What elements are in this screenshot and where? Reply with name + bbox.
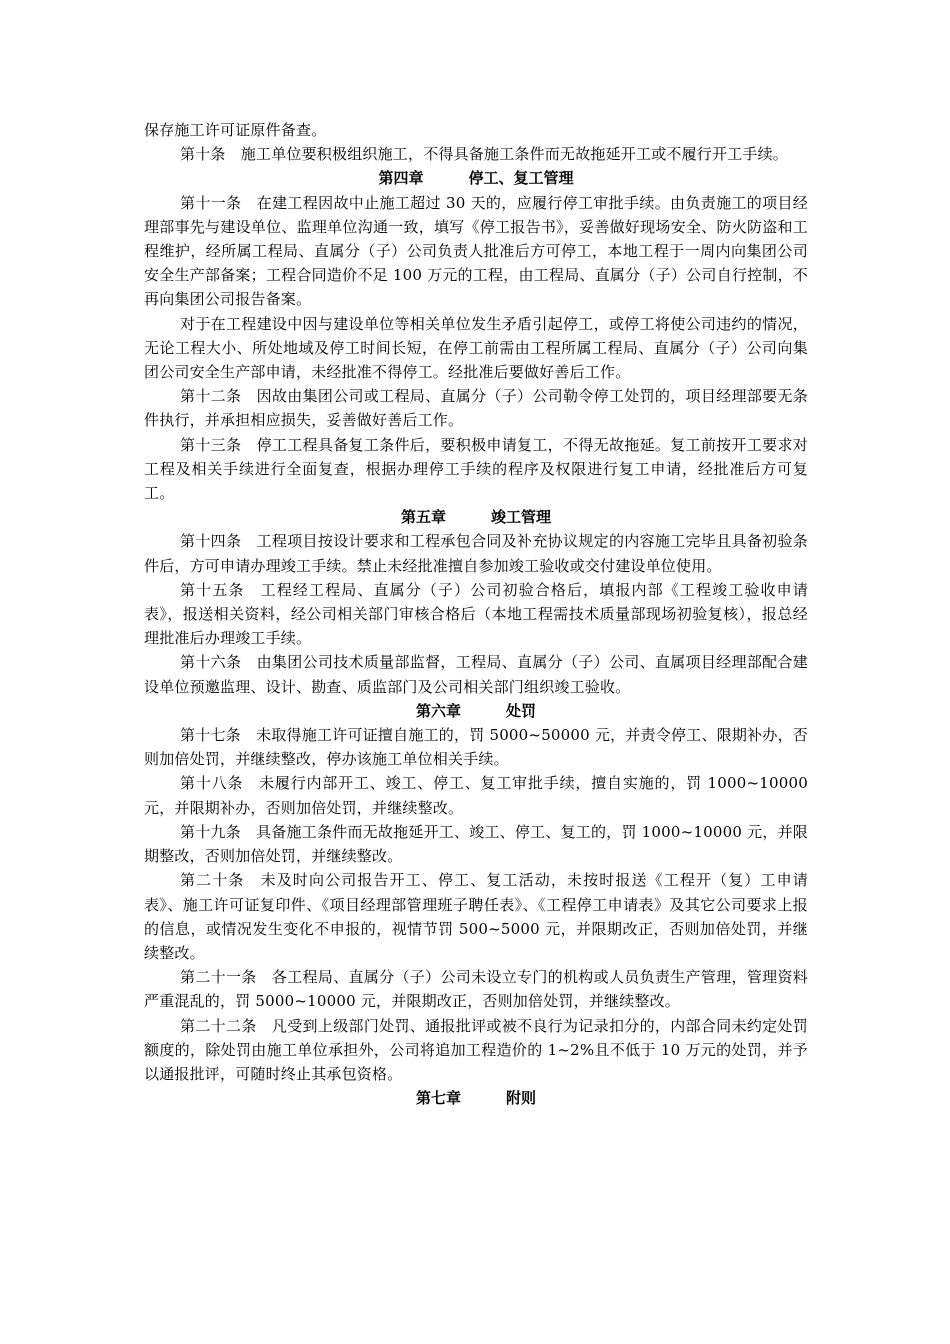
- document-page: [144, 118, 808, 1110]
- article-11: 第十一条 在建工程因故中止施工超过 30 天的，应履行停工审批手续。由负责施工的项目经理部事先与建设单位、监理单位沟通一致，填写《停工报告书》，妥善做好现场安全、防火防盗和工程维护，经所属工程局、直属分（子）公司负责人批准后方可停工，本地工程于一周内向集团公司安全生产部备案；工程合同造价不足 100 万元的工程，由工程局、直属分（子）公司自行控制，不再向集团公司报告备案。: [144, 193, 808, 309]
- article-15: 第十五条 工程经工程局、直属分（子）公司初验合格后，填报内部《工程竣工验收申请表》，报送相关资料，经公司相关部门审核合格后（本地工程需技术质量部现场初验复核），报总经理批准后办理竣工手续。: [144, 580, 808, 648]
- article-14: 第十四条 工程项目按设计要求和工程承包合同及补充协议规定的内容施工完毕且具备初验条件后，方可申请办理竣工手续。禁止未经批准擅自参加竣工验收或交付建设单位使用。: [144, 532, 808, 575]
- article-17: 第十七条 未取得施工许可证擅自施工的，罚 5000~50000 元，并责令停工、限期补办，否则加倍处罚，并继续整改，停办该施工单位相关手续。: [144, 726, 808, 769]
- article-19: 第十九条 具备施工条件而无故拖延开工、竣工、停工、复工的，罚 1000~10000 元，并限期整改，否则加倍处罚，并继续整改。: [144, 822, 808, 866]
- article-11-paragraph-2: 对于在工程建设中因与建设单位等相关单位发生矛盾引起停工，或停工将使公司违约的情况，无论工程大小、所处地域及停工时间长短，在停工前需由工程所属工程局、直属分（子）公司向集团公司安全生产部申请，未经批准不得停工。经批准后要做好善后工作。: [144, 314, 808, 382]
- article-13: 第十三条 停工工程具备复工条件后，要积极申请复工，不得无故拖延。复工前按开工要求对工程及相关手续进行全面复查，根据办理停工手续的程序及权限进行复工申请，经批准后方可复工。: [144, 435, 808, 503]
- paragraph-continuation: 保存施工许可证原件备查。: [144, 121, 327, 139]
- chapter-7-heading: 第七章 附则: [415, 1089, 536, 1108]
- article-16: 第十六条 由集团公司技术质量部监督，工程局、直属分（子）公司、直属项目经理部配合建设单位预邀监理、设计、勘查、质监部门及公司相关部门组织竣工验收。: [144, 653, 808, 696]
- article-12: 第十二条 因故由集团公司或工程局、直属分（子）公司勒令停工处罚的，项目经理部要无条件执行，并承担相应损失，妥善做好善后工作。: [144, 387, 808, 430]
- article-21: 第二十一条 各工程局、直属分（子）公司未设立专门的机构或人员负责生产管理，管理资料严重混乱的，罚 5000~10000 元，并限期改正，否则加倍处罚，并继续整改。: [144, 968, 808, 1011]
- article-20: 第二十条 未及时向公司报告开工、停工、复工活动，未按时报送《工程开（复）工申请表》、施工许可证复印件、《项目经理部管理班子聘任表》、《工程停工申请表》及其它公司要求上报的信息，或情况发生变化不申报的，视情节罚 500~5000 元，并限期改正，否则加倍处罚，并继续整改。: [144, 871, 808, 962]
- article-22: 第二十二条 凡受到上级部门处罚、通报批评或被不良行为记录扣分的，内部合同未约定处罚额度的，除处罚由施工单位承担外，公司将追加工程造价的 1~2%且不低于 10 万元的处罚，并予以通报批评，可随时终止其承包资格。: [144, 1016, 808, 1083]
- article-18: 第十八条 未履行内部开工、竣工、停工、复工审批手续，擅自实施的，罚 1000~10000 元，并限期补办，否则加倍处罚，并继续整改。: [144, 774, 808, 817]
- chapter-6-heading: 第六章 处罚: [415, 701, 536, 720]
- article-10: 第十条 施工单位要积极组织施工，不得具备施工条件而无故拖延开工或不履行开工手续。: [180, 145, 789, 164]
- chapter-4-heading: 第四章 停工、复工管理: [378, 169, 574, 188]
- chapter-5-heading: 第五章 竣工管理: [400, 508, 551, 527]
